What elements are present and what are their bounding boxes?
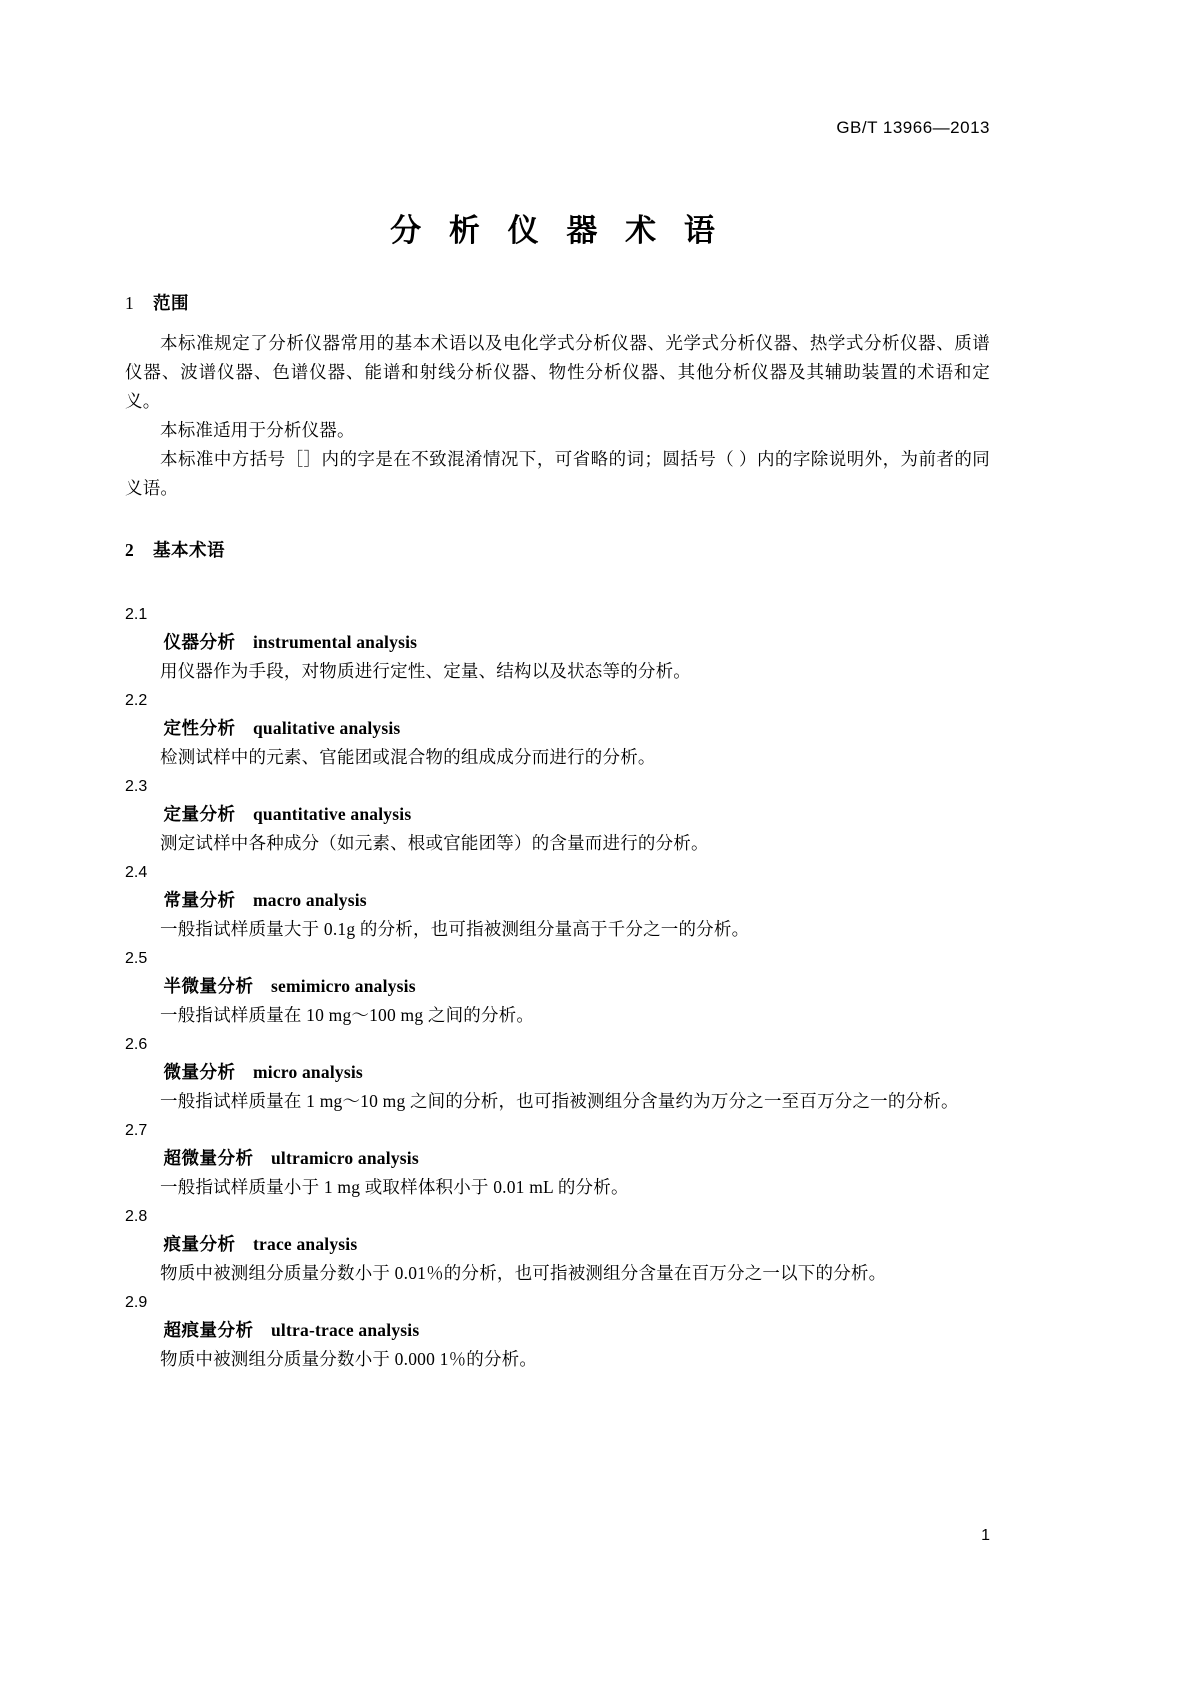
spacer xyxy=(125,576,990,602)
term-number: 2.9 xyxy=(125,1294,148,1311)
term-definition: 用仪器作为手段，对物质进行定性、定量、结构以及状态等的分析。 xyxy=(160,661,691,681)
term-name xyxy=(125,1058,990,1087)
term-name-en: quantitative analysis xyxy=(253,804,412,824)
term-entry xyxy=(125,1290,990,1374)
term-definition: 一般指试样质量小于 1 mg 或取样体积小于 0.01 mL 的分析。 xyxy=(160,1177,629,1197)
section-heading-1 xyxy=(125,290,990,315)
term-definition: 检测试样中的元素、官能团或混合物的组成成分而进行的分析。 xyxy=(160,747,656,767)
term-definition: 一般指试样质量在 10 mg～100 mg 之间的分析。 xyxy=(160,1005,535,1025)
term-number: 2.7 xyxy=(125,1122,148,1139)
term-definition: 一般指试样质量大于 0.1g 的分析，也可指被测组分量高于千分之一的分析。 xyxy=(160,919,750,939)
term-number: 2.1 xyxy=(125,606,148,623)
term-definition: 一般指试样质量在 1 mg～10 mg 之间的分析，也可指被测组分含量约为万分之一至百万分之一的分析。 xyxy=(160,1091,959,1111)
term-entry xyxy=(125,1118,990,1202)
term-number: 2.3 xyxy=(125,778,148,795)
term-name xyxy=(125,1230,990,1259)
term-definition: 物质中被测组分质量分数小于 0.000 1％的分析。 xyxy=(160,1349,538,1369)
term-name-en: instrumental analysis xyxy=(253,632,418,652)
term-entry xyxy=(125,1032,990,1116)
term-name-en: ultramicro analysis xyxy=(271,1148,419,1168)
document-body xyxy=(125,290,990,1376)
term-entry xyxy=(125,860,990,944)
term-entry xyxy=(125,946,990,1030)
term-name-cn: 痕量分析 xyxy=(163,1234,236,1254)
term-name-cn: 超微量分析 xyxy=(163,1148,254,1168)
term-entry xyxy=(125,774,990,858)
term-name-cn: 定量分析 xyxy=(163,804,236,824)
term-name xyxy=(125,1144,990,1173)
section-1-paragraph-2: 本标准适用于分析仪器。 xyxy=(160,420,355,440)
term-definition: 测定试样中各种成分（如元素、根或官能团等）的含量而进行的分析。 xyxy=(160,833,709,853)
term-name-cn: 超痕量分析 xyxy=(163,1320,254,1340)
term-number: 2.8 xyxy=(125,1208,148,1225)
term-name-en: semimicro analysis xyxy=(271,976,416,996)
section-number-1: 1 xyxy=(125,293,135,313)
term-name xyxy=(125,800,990,829)
term-name-cn: 半微量分析 xyxy=(163,976,254,996)
term-name-en: ultra-trace analysis xyxy=(271,1320,420,1340)
term-number: 2.6 xyxy=(125,1036,148,1053)
section-1-paragraph-3: 本标准中方括号［］内的字是在不致混淆情况下，可省略的词；圆括号（ ）内的字除说明外，为前者的同义语。 xyxy=(125,449,990,498)
term-name-en: qualitative analysis xyxy=(253,718,401,738)
section-title-2: 基本术语 xyxy=(153,540,225,560)
section-heading-2 xyxy=(125,537,990,562)
term-name xyxy=(125,972,990,1001)
section-number-2: 2 xyxy=(125,540,135,560)
term-name-en: micro analysis xyxy=(253,1062,363,1082)
term-name-cn: 定性分析 xyxy=(163,718,236,738)
term-entry xyxy=(125,602,990,686)
term-name-cn: 微量分析 xyxy=(163,1062,236,1082)
term-number: 2.5 xyxy=(125,950,148,967)
term-name xyxy=(125,714,990,743)
term-entry xyxy=(125,688,990,772)
page-number: 1 xyxy=(981,1527,990,1544)
term-name xyxy=(125,1316,990,1345)
page-header-standard-code: GB/T 13966—2013 xyxy=(836,118,990,137)
page-title: 分 析 仪 器 术 语 xyxy=(390,213,725,248)
term-name-cn: 常量分析 xyxy=(163,890,236,910)
term-entry xyxy=(125,1204,990,1288)
term-number: 2.4 xyxy=(125,864,148,881)
term-number: 2.2 xyxy=(125,692,148,709)
term-name-en: macro analysis xyxy=(253,890,367,910)
spacer xyxy=(125,503,990,537)
term-definition: 物质中被测组分质量分数小于 0.01％的分析，也可指被测组分含量在百万分之一以下的分析。 xyxy=(160,1263,887,1283)
section-1-paragraph-1: 本标准规定了分析仪器常用的基本术语以及电化学式分析仪器、光学式分析仪器、热学式分析仪器、质谱仪器、波谱仪器、色谱仪器、能谱和射线分析仪器、物性分析仪器、其他分析仪器及其辅助装置的术语和定义。 xyxy=(125,333,990,411)
term-name-cn: 仪器分析 xyxy=(163,632,236,652)
term-name-en: trace analysis xyxy=(253,1234,358,1254)
term-name xyxy=(125,886,990,915)
term-name xyxy=(125,628,990,657)
section-title-1: 范围 xyxy=(153,293,189,313)
